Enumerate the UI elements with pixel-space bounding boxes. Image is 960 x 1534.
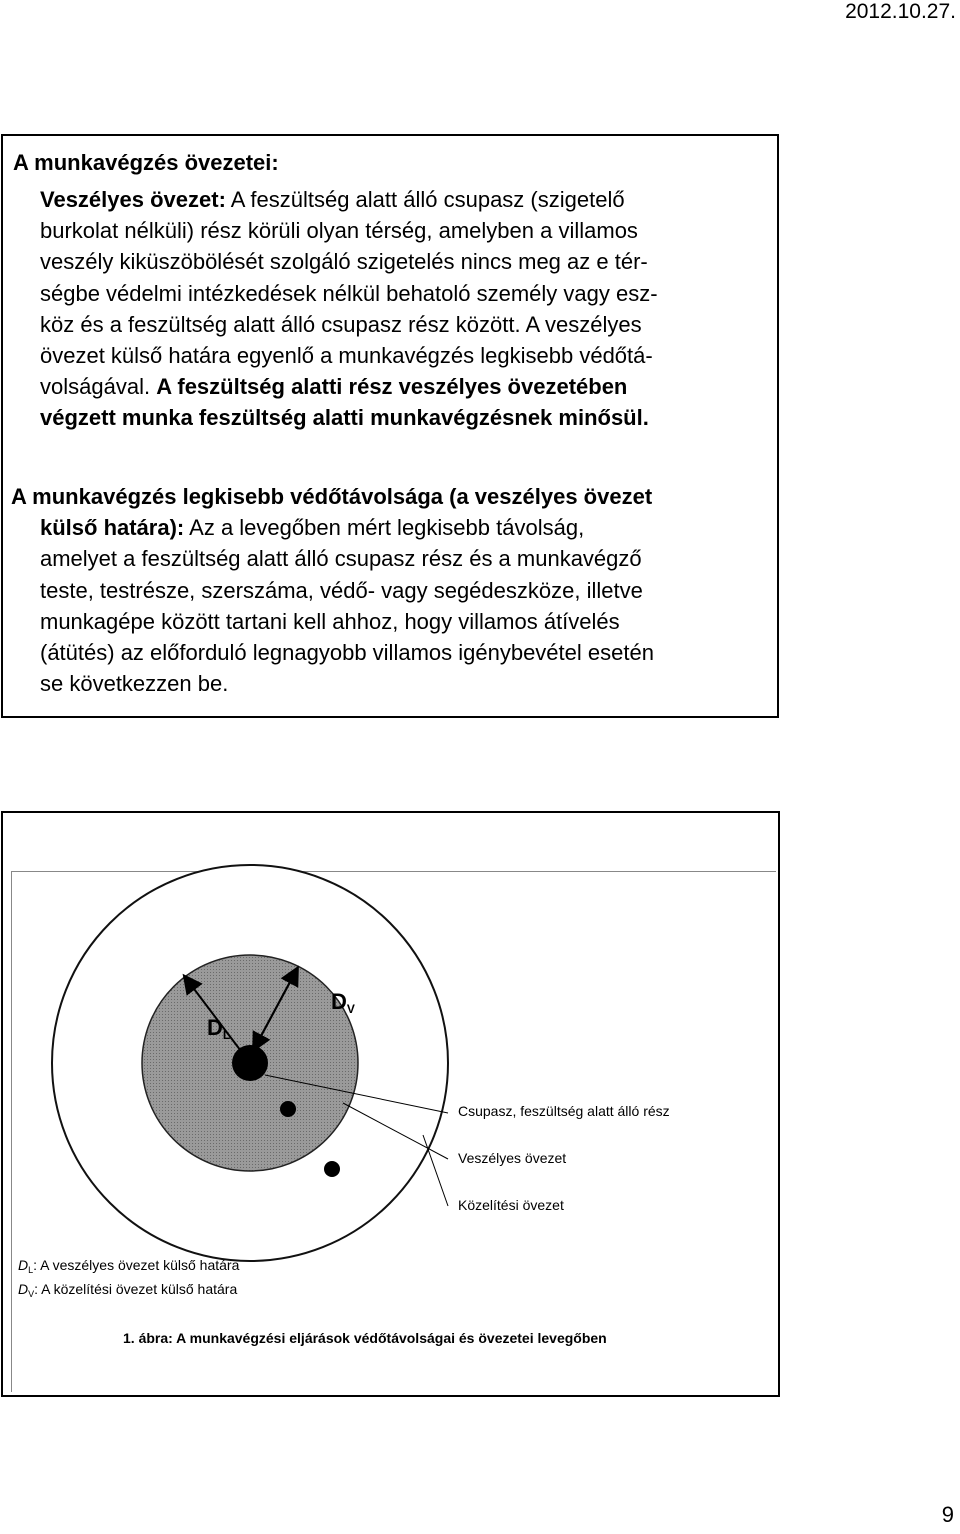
small-dot-danger bbox=[280, 1101, 296, 1117]
figure-caption: 1. ábra: A munkavégzési eljárások védőtávolságai és övezetei levegőben bbox=[123, 1330, 607, 1346]
text-line: veszély kiküszöbölését szolgáló szigetelés nincs meg az e tér- bbox=[40, 249, 648, 275]
text-line: volságával. bbox=[40, 374, 157, 400]
dv-label: DV bbox=[331, 989, 355, 1016]
term-min-distance: külső határa): bbox=[40, 515, 185, 541]
legend-part: Csupasz, feszültség alatt álló rész bbox=[458, 1103, 670, 1119]
definition-danger-zone bbox=[40, 184, 740, 434]
text-line: Az a levegőben mért legkisebb távolság, bbox=[184, 515, 585, 541]
legend-leader-approach bbox=[423, 1135, 448, 1206]
text-line: (átütés) az előforduló legnagyobb villamos igénybevétel esetén bbox=[40, 640, 654, 666]
text-line: burkolat nélküli) rész körüli olyan térség, amelyben a villamos bbox=[40, 218, 638, 244]
text-line: munkagépe között tartani kell ahhoz, hogy villamos átívelés bbox=[40, 608, 620, 634]
definition-min-distance bbox=[11, 481, 654, 699]
page-number: 9 bbox=[941, 1502, 954, 1527]
legend-approach-zone: Közelítési övezet bbox=[458, 1197, 564, 1213]
date-header: 2012.10.27. bbox=[845, 0, 956, 23]
text-line: amelyet a feszültség alatt álló csupasz rész és a munkavégző bbox=[40, 546, 642, 572]
text-line: köz és a feszültség alatt álló csupasz rész között. A veszélyes bbox=[40, 311, 642, 337]
bold-statement: A feszültség alatti rész veszélyes övezetében bbox=[156, 374, 628, 400]
legend-danger-zone: Veszélyes övezet bbox=[458, 1150, 567, 1166]
definitions-box bbox=[1, 134, 779, 718]
def-dl: $D_L$: A veszélyes övezet külső határa bbox=[18, 1257, 240, 1275]
section-heading: A munkavégzés övezetei: bbox=[13, 150, 279, 175]
dl-label: DL bbox=[207, 1015, 231, 1042]
def-dv: $D_V$: A közelítési övezet külső határa bbox=[18, 1281, 238, 1299]
text-line: ségbe védelmi intézkedések nélkül behatoló személy vagy esz- bbox=[40, 280, 658, 306]
figure-box bbox=[1, 811, 780, 1397]
term-danger-zone: Veszélyes övezet: bbox=[40, 187, 226, 212]
text-line: se következzen be. bbox=[40, 671, 229, 697]
zones-diagram bbox=[3, 813, 778, 1395]
term-min-distance: A munkavégzés legkisebb védőtávolsága (a veszélyes övezet bbox=[11, 484, 653, 509]
small-dot-approach bbox=[324, 1161, 340, 1177]
bold-statement: végzett munka feszültség alatti munkavégzésnek minősül. bbox=[40, 405, 649, 431]
text-line: övezet külső határa egyenlő a munkavégzés legkisebb védőtá- bbox=[40, 343, 653, 369]
text-line: teste, testrésze, szerszáma, védő- vagy segédeszköze, illetve bbox=[40, 577, 643, 603]
text-line: A feszültség alatt álló csupasz (szigetelő bbox=[225, 187, 625, 212]
